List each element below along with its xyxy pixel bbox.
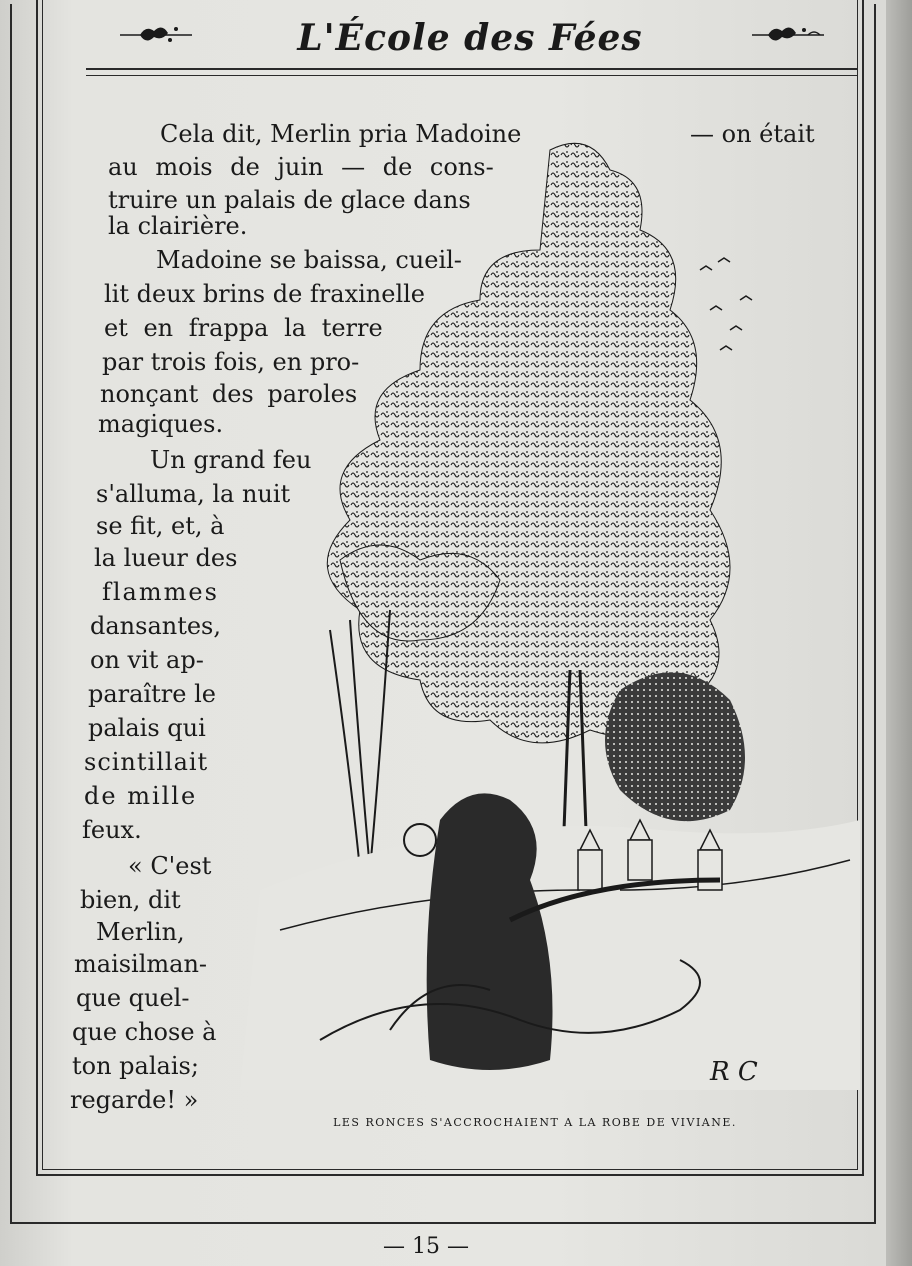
- text-line: se fit, et, à: [96, 512, 225, 540]
- text-line: Madoine se baissa, cueil-: [156, 246, 462, 274]
- text-line: et en frappa la terre: [104, 314, 383, 342]
- text-line: regarde! »: [70, 1086, 199, 1114]
- text-line: Merlin,: [96, 918, 185, 946]
- illustration-caption: LES RONCES S'ACCROCHAIENT A LA ROBE DE VIVIANE.: [333, 1116, 737, 1129]
- text-line: Cela dit, Merlin pria Madoine: [160, 120, 522, 148]
- text-line: « C'est: [128, 852, 212, 880]
- text-line: nonçant des paroles: [100, 380, 358, 408]
- holly-ornament-right-icon: [748, 20, 828, 50]
- text-line: palais qui: [88, 714, 206, 742]
- text-line: s'alluma, la nuit: [96, 480, 291, 508]
- holly-ornament-left-icon: [116, 20, 196, 50]
- illustrator-signature: R C: [710, 1057, 758, 1087]
- text-line: que chose à: [72, 1018, 217, 1046]
- text-line: magiques.: [98, 410, 224, 438]
- text-line: dansantes,: [90, 612, 222, 640]
- text-line: flammes: [102, 578, 219, 606]
- text-line: on vit ap-: [90, 646, 204, 674]
- text-line: scintillait: [84, 748, 209, 776]
- text-line: bien, dit: [80, 886, 181, 914]
- header-rule: [86, 68, 858, 70]
- running-title: L'École des Fées: [297, 17, 643, 59]
- text-line: de mille: [84, 782, 198, 810]
- page-edge: [886, 0, 912, 1266]
- text-line: lit deux brins de fraxinelle: [104, 280, 426, 308]
- text-line: feux.: [82, 816, 142, 844]
- page-number: — 15 —: [383, 1234, 469, 1259]
- text-line: au mois de juin — de cons-: [108, 153, 494, 181]
- text-line: truire un palais de glace dans: [108, 186, 471, 214]
- text-line: que quel-: [76, 984, 190, 1012]
- text-line: paraître le: [88, 680, 216, 708]
- text-line: ton palais;: [72, 1052, 199, 1080]
- header-rule-thin: [86, 75, 858, 76]
- text-line: — on était: [690, 120, 815, 148]
- text-line: la clairière.: [108, 212, 248, 240]
- text-line: Un grand feu: [150, 446, 312, 474]
- text-line: maisilman-: [74, 950, 208, 978]
- text-line: par trois fois, en pro-: [102, 348, 360, 376]
- text-line: la lueur des: [94, 544, 238, 572]
